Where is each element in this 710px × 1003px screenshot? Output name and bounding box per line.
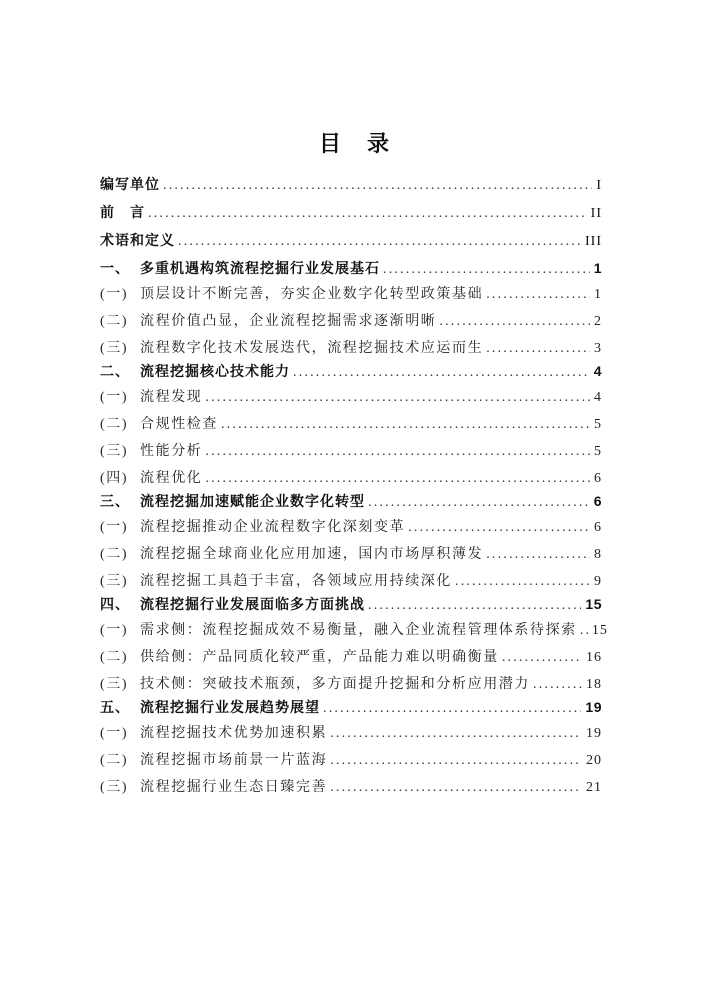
toc-entry-page: II (590, 206, 602, 221)
toc-entry-number: 一、 (100, 260, 130, 276)
toc-entry-label: 流程挖掘市场前景一片蓝海 (140, 753, 328, 768)
dot-leader (330, 751, 582, 771)
toc-entry-label: 顶层设计不断完善，夯实企业数字化转型政策基础 (140, 287, 484, 302)
toc-entry-page: 18 (586, 677, 602, 692)
toc-entry-number: (三) (100, 677, 129, 692)
toc-entry[interactable] (100, 491, 602, 511)
dot-leader (502, 648, 582, 668)
dot-leader (293, 361, 590, 383)
toc-entry-page: III (585, 234, 602, 249)
toc-entry[interactable] (100, 285, 602, 305)
toc-entry-number: (一) (100, 287, 129, 302)
toc-entry-page: 19 (586, 726, 602, 741)
toc-entry[interactable] (100, 312, 602, 332)
dot-leader (368, 594, 581, 616)
toc-entry[interactable] (100, 572, 602, 592)
dot-leader (205, 388, 590, 408)
toc-entry-label: 流程价值凸显，企业流程挖掘需求逐渐明晰 (140, 314, 437, 329)
dot-leader (580, 621, 588, 641)
toc-entry-number: (一) (100, 623, 129, 638)
toc-entry[interactable] (100, 339, 602, 359)
toc-entry[interactable] (100, 518, 602, 538)
toc-entry-page: 19 (585, 699, 602, 715)
dot-leader (330, 778, 582, 798)
dot-leader (486, 285, 590, 305)
toc-entry[interactable] (100, 174, 602, 194)
toc-entry-page: 5 (594, 444, 602, 459)
toc-entry[interactable] (100, 230, 602, 250)
dot-leader (163, 174, 592, 196)
toc-entry-label: 合规性检查 (140, 417, 218, 432)
toc-entry-label: 术语和定义 (100, 232, 175, 248)
toc-entry-page: 8 (594, 547, 602, 562)
dot-leader (368, 491, 590, 513)
toc-entry-label: 流程挖掘核心技术能力 (140, 363, 290, 379)
toc-entry-label: 流程发现 (140, 390, 203, 405)
dot-leader (205, 469, 590, 489)
toc-entry-label: 流程挖掘工具趋于丰富，各领域应用持续深化 (140, 574, 452, 589)
toc-entry-page: 1 (594, 287, 602, 302)
dot-leader (439, 312, 590, 332)
toc-entry-label: 流程挖掘行业发展面临多方面挑战 (140, 596, 365, 612)
toc-entry-number: (三) (100, 780, 129, 795)
toc-list (0, 174, 710, 798)
dot-leader (178, 230, 581, 252)
toc-entry-label: 流程挖掘技术优势加速积累 (140, 726, 328, 741)
toc-entry-page: 16 (586, 650, 602, 665)
toc-entry-label: 多重机遇构筑流程挖掘行业发展基石 (140, 260, 380, 276)
toc-entry-label: 前 言 (100, 204, 145, 220)
toc-entry-number: (一) (100, 390, 129, 405)
toc-entry-page: 6 (594, 471, 602, 486)
toc-entry-number: 三、 (100, 493, 130, 509)
toc-entry[interactable] (100, 675, 602, 695)
toc-entry-number: (一) (100, 726, 129, 741)
toc-entry-label: 流程挖掘全球商业化应用加速，国内市场厚积薄发 (140, 547, 484, 562)
toc-entry-page: 20 (586, 753, 602, 768)
toc-entry-label: 技术侧：突破技术瓶颈，多方面提升挖掘和分析应用潜力 (140, 677, 530, 692)
toc-entry-number: (四) (100, 471, 129, 486)
dot-leader (221, 415, 590, 435)
toc-entry[interactable] (100, 361, 602, 381)
toc-entry-page: 4 (593, 363, 602, 379)
toc-entry[interactable] (100, 621, 608, 641)
toc-entry[interactable] (100, 697, 602, 717)
toc-entry-number: (三) (100, 444, 129, 459)
toc-entry-number: (二) (100, 650, 129, 665)
dot-leader (205, 442, 590, 462)
dot-leader (383, 258, 590, 280)
toc-entry-label: 流程数字化技术发展迭代，流程挖掘技术应运而生 (140, 341, 484, 356)
toc-entry-number: 二、 (100, 363, 130, 379)
toc-entry-label: 编写单位 (100, 176, 160, 192)
toc-entry-label: 流程挖掘加速赋能企业数字化转型 (140, 493, 365, 509)
toc-entry-number: (二) (100, 547, 129, 562)
toc-entry-number: 五、 (100, 699, 130, 715)
toc-entry-page: 21 (586, 780, 602, 795)
toc-entry-page: 5 (594, 417, 602, 432)
toc-entry[interactable] (100, 258, 602, 278)
toc-entry-page: 6 (594, 520, 602, 535)
dot-leader (533, 675, 582, 695)
toc-entry-number: (三) (100, 574, 129, 589)
toc-entry-label: 供给侧：产品同质化较严重，产品能力难以明确衡量 (140, 650, 499, 665)
toc-entry-label: 流程挖掘推动企业流程数字化深刻变革 (140, 520, 406, 535)
dot-leader (486, 545, 590, 565)
toc-entry-number: (二) (100, 417, 129, 432)
toc-entry-label: 流程优化 (140, 471, 203, 486)
toc-entry-number: (一) (100, 520, 129, 535)
toc-entry-number: (二) (100, 314, 129, 329)
toc-entry[interactable] (100, 648, 602, 668)
dot-leader (408, 518, 590, 538)
toc-entry-number: 四、 (100, 596, 130, 612)
toc-entry-page: 15 (585, 596, 602, 612)
toc-entry-page: 1 (593, 260, 602, 276)
toc-entry[interactable] (100, 415, 602, 435)
toc-entry-page: 6 (593, 493, 602, 509)
toc-entry-page: I (596, 178, 602, 193)
toc-entry-number: (二) (100, 753, 129, 768)
toc-entry-page: 3 (594, 341, 602, 356)
toc-entry-label: 流程挖掘行业发展趋势展望 (140, 699, 320, 715)
dot-leader (148, 202, 587, 224)
toc-entry-label: 性能分析 (140, 444, 203, 459)
toc-entry[interactable] (100, 724, 602, 744)
toc-entry[interactable] (100, 202, 602, 222)
toc-entry-page: 2 (594, 314, 602, 329)
toc-entry-page: 4 (594, 390, 602, 405)
toc-entry-label: 需求侧：流程挖掘成效不易衡量，融入企业流程管理体系待探索 (140, 623, 577, 638)
toc-entry-page: 9 (594, 574, 602, 589)
dot-leader (330, 724, 582, 744)
toc-entry[interactable] (100, 388, 602, 408)
toc-entry[interactable] (100, 751, 602, 771)
toc-entry-label: 流程挖掘行业生态日臻完善 (140, 780, 328, 795)
dot-leader (455, 572, 590, 592)
toc-entry[interactable] (100, 594, 602, 614)
toc-entry-page: 15 (591, 623, 608, 638)
toc-entry[interactable] (100, 545, 602, 565)
toc-entry[interactable] (100, 442, 602, 462)
toc-entry[interactable] (100, 469, 602, 489)
toc-title: 目 录 (318, 131, 391, 156)
dot-leader (323, 697, 581, 719)
toc-entry-number: (三) (100, 341, 129, 356)
dot-leader (486, 339, 590, 359)
toc-entry[interactable] (100, 778, 602, 798)
